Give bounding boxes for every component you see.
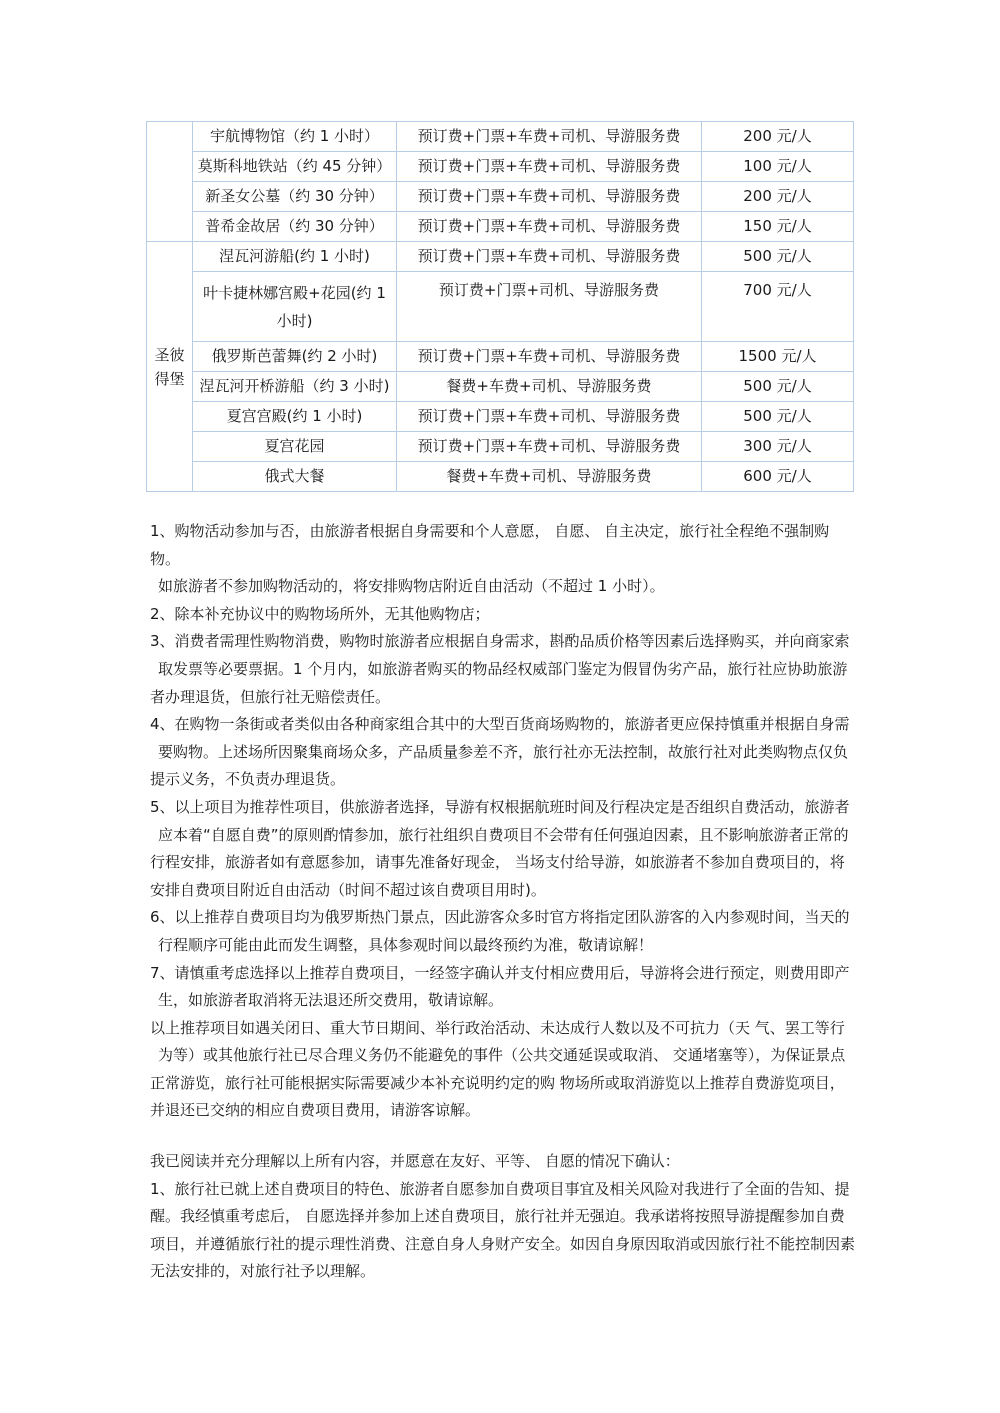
table-row [147, 462, 854, 492]
fee-content-cell: 预订费+门票+车费+司机、导游服务费 [397, 212, 702, 242]
fee-content-cell: 预订费+门票+车费+司机、导游服务费 [397, 342, 702, 372]
table-row [147, 182, 854, 212]
notes-section [150, 518, 856, 1125]
table-row [147, 432, 854, 462]
item-name-cell: 夏宫宫殿(约 1 小时) [193, 402, 397, 432]
note-item [150, 601, 856, 629]
note-continuation: 为等）或其他旅行社已尽合理义务仍不能避免的事件（公共交通延误或取消、 交通堵塞等），为保证景点正常游览，旅行社可能根据实际需要减少本补充说明约定的购 物场所或取消游览以上推荐自费游览项目，并退还已交纳的相应自费项目费用，请游客谅解。 [150, 1046, 846, 1120]
table-row [147, 122, 854, 152]
price-cell: 700 元/人 [702, 272, 854, 342]
table-row [147, 152, 854, 182]
city-cell-st-petersburg [147, 242, 193, 492]
price-cell: 500 元/人 [702, 402, 854, 432]
table-row [147, 372, 854, 402]
note-item [150, 904, 856, 959]
note-continuation: 要购物。上述场所因聚集商场众多，产品质量参差不齐，旅行社亦无法控制，故旅行社对此类购物点仅负提示义务，不负责办理退货。 [150, 742, 849, 789]
fee-content-cell: 预订费+门票+车费+司机、导游服务费 [397, 402, 702, 432]
note-item [150, 1015, 856, 1125]
confirmation-item [150, 1176, 856, 1286]
city-name-line: 圣彼 [154, 345, 185, 364]
table-row [147, 402, 854, 432]
price-cell: 200 元/人 [702, 182, 854, 212]
note-item [150, 960, 856, 1015]
fee-content-cell: 餐费+车费+司机、导游服务费 [397, 372, 702, 402]
item-name-cell: 涅瓦河开桥游船（约 3 小时) [193, 372, 397, 402]
note-first-line: 3、消费者需理性购物消费，购物时旅游者应根据自身需求，斟酌品质价格等因素后选择购买，并向商家索 [150, 632, 850, 651]
price-cell: 500 元/人 [702, 242, 854, 272]
city-name-line: 得堡 [154, 369, 185, 388]
note-item [150, 628, 856, 711]
optional-tour-table [146, 121, 854, 492]
item-name-cell: 叶卡捷林娜宫殿+花园(约 1 小时) [193, 272, 397, 342]
item-name-cell: 俄式大餐 [193, 462, 397, 492]
table-row [147, 272, 854, 342]
confirmation-continuation: 醒。我经慎重考虑后， 自愿选择并参加上述自费项目，旅行社并无强迫。我承诺将按照导游提醒参加自费项目，并遵循旅行社的提示理性消费、注意自身人身财产安全。如因自身原因取消或因旅行社不能控制因素无法安排的，对旅行社予以理解。 [150, 1207, 856, 1281]
table-row [147, 342, 854, 372]
fee-content-cell: 预订费+门票+车费+司机、导游服务费 [397, 122, 702, 152]
item-name-cell: 新圣女公墓（约 30 分钟） [193, 182, 397, 212]
note-first-line: 7、请慎重考虑选择以上推荐自费项目，一经签字确认并支付相应费用后，导游将会进行预定，则费用即产 [150, 963, 850, 982]
item-name-cell: 俄罗斯芭蕾舞(约 2 小时) [193, 342, 397, 372]
item-name-cell: 莫斯科地铁站（约 45 分钟） [193, 152, 397, 182]
note-continuation: 如旅游者不参加购物活动的，将安排购物店附近自由活动（不超过 1 小时）。 [158, 577, 665, 596]
note-first-line: 5、以上项目为推荐性项目，供旅游者选择，导游有权根据航班时间及行程决定是否组织自费活动，旅游者 [150, 797, 850, 816]
table-row [147, 242, 854, 272]
note-first-line: 6、以上推荐自费项目均为俄罗斯热门景点，因此游客众多时官方将指定团队游客的入内参观时间，当天的 [150, 908, 850, 927]
price-cell: 100 元/人 [702, 152, 854, 182]
note-continuation: 行程顺序可能由此而发生调整，具体参观时间以最终预约为准，敬请谅解！ [158, 935, 654, 954]
item-name-cell: 宇航博物馆（约 1 小时） [193, 122, 397, 152]
note-first-line: 以上推荐项目如遇关闭日、重大节日期间、举行政治活动、未达成行人数以及不可抗力（天 气、罢工等行 [150, 1018, 845, 1037]
price-cell: 600 元/人 [702, 462, 854, 492]
fee-content-cell: 餐费+车费+司机、导游服务费 [397, 462, 702, 492]
confirmation-intro: 我已阅读并充分理解以上所有内容，并愿意在友好、平等、 自愿的情况下确认： [150, 1152, 680, 1170]
item-name-cell: 普希金故居（约 30 分钟） [193, 212, 397, 242]
note-first-line: 4、在购物一条街或者类似由各种商家组合其中的大型百货商场购物的，旅游者更应保持慎重并根据自身需 [150, 715, 850, 734]
note-item [150, 518, 856, 601]
item-name-cell: 夏宫花园 [193, 432, 397, 462]
price-cell: 500 元/人 [702, 372, 854, 402]
note-continuation: 取发票等必要票据。1 个月内，如旅游者购买的物品经权威部门鉴定为假冒伪劣产品，旅行社应协助旅游者办理退货，但旅行社无赔偿责任。 [150, 659, 848, 706]
price-cell: 150 元/人 [702, 212, 854, 242]
city-cell-moscow [147, 122, 193, 242]
confirmation-section [150, 1148, 856, 1286]
confirmation-first-line: 1、旅行社已就上述自费项目的特色、旅游者自愿参加自费项目事宜及相关风险对我进行了全面的告知、提 [150, 1179, 850, 1198]
note-continuation: 应本着“自愿自费”的原则酌情参加，旅行社组织自费项目不会带有任何强迫因素，且不影响旅游者正常的行程安排，旅游者如有意愿参加，请事先准备好现金， 当场支付给导游，如旅游者不参加自费项目的，将安排自费项目附近自由活动（时间不超过该自费项目用时)。 [150, 825, 849, 899]
note-item [150, 711, 856, 794]
item-name-cell: 涅瓦河游船(约 1 小时) [193, 242, 397, 272]
note-item [150, 794, 856, 904]
note-continuation: 生，如旅游者取消将无法退还所交费用，敬请谅解。 [158, 991, 504, 1010]
fee-content-cell: 预订费+门票+车费+司机、导游服务费 [397, 182, 702, 212]
fee-content-cell: 预订费+门票+司机、导游服务费 [397, 272, 702, 342]
note-first-line: 1、购物活动参加与否，由旅游者根据自身需要和个人意愿， 自愿、 自主决定，旅行社全程绝不强制购物。 [150, 522, 830, 568]
fee-content-cell: 预订费+门票+车费+司机、导游服务费 [397, 432, 702, 462]
price-cell: 1500 元/人 [702, 342, 854, 372]
price-cell: 300 元/人 [702, 432, 854, 462]
fee-content-cell: 预订费+门票+车费+司机、导游服务费 [397, 242, 702, 272]
fee-content-cell: 预订费+门票+车费+司机、导游服务费 [397, 152, 702, 182]
table-row [147, 212, 854, 242]
price-cell: 200 元/人 [702, 122, 854, 152]
note-first-line: 2、除本补充协议中的购物场所外，无其他购物店； [150, 604, 490, 623]
